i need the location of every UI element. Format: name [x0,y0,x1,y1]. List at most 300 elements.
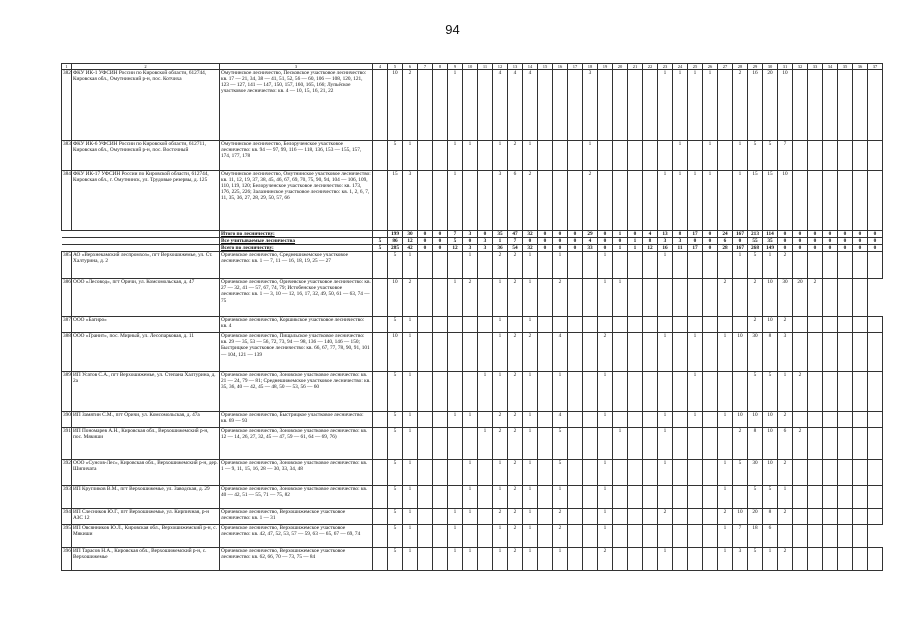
column-number-cell: 10 [463,64,478,70]
value-cell: 1 [553,548,568,571]
value-cell [703,509,718,525]
row-number: 395 [62,525,72,548]
total-value-cell: 4 [643,231,658,238]
value-cell: 2 [508,525,523,548]
value-cell [658,141,673,171]
value-cell: 2 [808,279,823,317]
column-number-cell: 29 [748,64,763,70]
value-cell: 10 [763,317,778,333]
value-cell [463,372,478,412]
total-value-cell: 0 [703,231,718,238]
value-cell: 30 [778,279,793,317]
value-cell [628,333,643,372]
total-value-cell: 0 [553,231,568,238]
value-cell [373,279,388,317]
value-cell: 1 [658,412,673,428]
value-cell: 2 [778,460,793,486]
value-cell [838,171,853,231]
value-cell [718,141,733,171]
value-cell: 1 [763,548,778,571]
value-cell: 1 [658,333,673,372]
total-value-cell: 0 [778,231,793,238]
value-cell [433,252,448,279]
value-cell: 2 [403,70,418,141]
value-cell [823,279,838,317]
value-cell [643,70,658,141]
value-cell [688,279,703,317]
column-number-cell: 35 [838,64,853,70]
value-cell [688,509,703,525]
value-cell [418,548,433,571]
total-value-cell: 24 [718,231,733,238]
value-cell: 2 [493,428,508,460]
value-cell: 16 [748,70,763,141]
value-cell [718,70,733,141]
value-cell [583,509,598,525]
value-cell [478,252,493,279]
value-cell [433,525,448,548]
total-value-cell [373,231,388,238]
value-cell: 5 [763,372,778,412]
total-value-cell: 0 [733,238,748,245]
value-cell: 1 [523,548,538,571]
value-cell [418,317,433,333]
total-value-cell: 0 [433,231,448,238]
total-value-cell: 28 [718,245,733,252]
value-cell [643,509,658,525]
location-cell: Оричевское лесничество, Пищальское участковое лесничество: кв. 29 — 35, 53 — 56, 72, 73, 94 — 98, 136 — 140, 146 — 150; Быстрицкое участковое лесничество: кв. 66, 67, 77, 78, 90, 91, 101 — 104, 121 — 139 [220,333,373,372]
value-cell [583,428,598,460]
value-cell [643,279,658,317]
value-cell [823,460,838,486]
row-number: 387 [62,317,72,333]
value-cell [673,486,688,509]
value-cell [478,509,493,525]
value-cell: 1 [463,509,478,525]
column-number-cell: 37 [868,64,883,70]
total-value-cell: 32 [523,231,538,238]
value-cell [703,428,718,460]
value-cell: 1 [583,141,598,171]
value-cell [808,141,823,171]
location-cell: Оричевское лесничество, Верхошижемское участковое лесничество: кв. 1 — 31 [220,509,373,525]
value-cell: 1 [673,70,688,141]
value-cell: 20 [748,509,763,525]
column-number-cell: 22 [643,64,658,70]
total-value-cell: 0 [778,245,793,252]
value-cell: 5 [388,252,403,279]
column-number-cell: 19 [598,64,613,70]
total-value-cell: 0 [418,245,433,252]
row-number: 383 [62,141,72,171]
value-cell [598,428,613,460]
value-cell: 1 [463,412,478,428]
value-cell [478,525,493,548]
value-cell: 2 [508,412,523,428]
value-cell [463,525,478,548]
value-cell: 1 [403,509,418,525]
row-number: 391 [62,428,72,460]
row-number: 386 [62,279,72,317]
value-cell [838,317,853,333]
value-cell [628,428,643,460]
value-cell: 1 [703,141,718,171]
value-cell: 1 [658,548,673,571]
value-cell [478,486,493,509]
value-cell: 2 [718,279,733,317]
value-cell [643,252,658,279]
value-cell [583,372,598,412]
row-number: 388 [62,333,72,372]
value-cell [448,428,463,460]
total-value-cell: 8 [643,238,658,245]
value-cell: 2 [508,428,523,460]
value-cell [433,428,448,460]
value-cell [808,171,823,231]
value-cell [433,333,448,372]
value-cell [718,252,733,279]
value-cell [853,252,868,279]
value-cell [808,460,823,486]
value-cell [733,279,748,317]
value-cell [703,317,718,333]
value-cell [823,252,838,279]
value-cell [418,141,433,171]
value-cell [613,252,628,279]
total-value-cell: 17 [688,245,703,252]
value-cell: 1 [448,141,463,171]
value-cell: 1 [403,317,418,333]
value-cell: 2 [493,509,508,525]
total-value-cell: 0 [838,231,853,238]
total-value-cell: 0 [538,238,553,245]
organization-cell: ФКУ ИК-1 УФСИН России по Кировской области, 612744, Кировская обл., Омутнинский р-н, пос. Котчиха [72,70,220,141]
value-cell: 1 [688,333,703,372]
value-cell [613,412,628,428]
value-cell [703,412,718,428]
value-cell [538,252,553,279]
value-cell [793,333,808,372]
value-cell [478,279,493,317]
value-cell [628,525,643,548]
value-cell [793,70,808,141]
value-cell: 1 [403,372,418,412]
value-cell [538,171,553,231]
total-value-cell: 285 [388,245,403,252]
total-value-cell: 0 [808,238,823,245]
total-value-cell: 13 [658,231,673,238]
value-cell [838,548,853,571]
value-cell [868,412,883,428]
column-number-cell: 7 [418,64,433,70]
value-cell: 5 [388,548,403,571]
blank-cell [72,231,220,238]
value-cell [793,317,808,333]
value-cell: 15 [763,171,778,231]
value-cell [628,548,643,571]
total-value-cell: 35 [763,238,778,245]
column-number-cell: 13 [508,64,523,70]
value-cell [538,548,553,571]
value-cell [613,525,628,548]
value-cell: 1 [523,141,538,171]
value-cell [583,548,598,571]
value-cell: 2 [778,548,793,571]
value-cell [823,412,838,428]
value-cell [823,548,838,571]
total-value-cell: 0 [553,238,568,245]
organization-cell: АО «Верхнекамский леспромхоз», пгт Верхошижемье, ул. Ст. Халтурина, д. 2 [72,252,220,279]
value-cell [583,486,598,509]
column-number-cell: 28 [733,64,748,70]
value-cell [733,486,748,509]
value-cell: 1 [673,141,688,171]
total-value-cell: 0 [793,238,808,245]
value-cell [478,548,493,571]
value-cell [448,460,463,486]
value-cell: 1 [448,279,463,317]
location-cell: Оричевское лесничество, Верхошижемское участковое лесничество: кв. 42, 47, 52, 53, 57 — 59, 63 — 65, 67 — 69, 74 [220,525,373,548]
value-cell: 1 [673,171,688,231]
value-cell: 1 [688,372,703,412]
value-cell [853,70,868,141]
total-value-cell: 5 [448,238,463,245]
value-cell: 2 [508,460,523,486]
value-cell [808,70,823,141]
total-value-cell: 0 [838,238,853,245]
column-number-cell: 17 [568,64,583,70]
value-cell: 1 [403,252,418,279]
value-cell: 1 [523,460,538,486]
value-cell: 3 [733,548,748,571]
value-cell: 1 [493,317,508,333]
table-row [62,333,883,372]
value-cell: 10 [733,333,748,372]
total-value-cell: 0 [478,231,493,238]
value-cell: 1 [688,70,703,141]
value-cell [823,509,838,525]
value-cell [643,317,658,333]
total-value-cell: 30 [403,231,418,238]
table-row [62,428,883,460]
value-cell: 2 [463,279,478,317]
value-cell [808,548,823,571]
value-cell: 18 [748,525,763,548]
value-cell: 8 [763,509,778,525]
value-cell [688,525,703,548]
value-cell [538,412,553,428]
total-value-cell: 1 [613,231,628,238]
value-cell: 2 [778,252,793,279]
row-number: 385 [62,252,72,279]
value-cell: 1 [523,317,538,333]
total-value-cell: 0 [838,245,853,252]
value-cell [418,486,433,509]
total-value-cell: 213 [748,231,763,238]
value-cell: 2 [508,333,523,372]
value-cell: 2 [748,279,763,317]
total-value-cell: 3 [658,238,673,245]
value-cell [613,70,628,141]
row-number: 382 [62,70,72,141]
organization-cell: ООО «Гранит», пос. Мирный, ул. Лесопарковая, д. 11 [72,333,220,372]
value-cell [418,279,433,317]
value-cell [373,460,388,486]
value-cell [628,460,643,486]
value-cell [853,525,868,548]
value-cell [568,317,583,333]
value-cell: 10 [733,412,748,428]
value-cell: 5 [388,509,403,525]
value-cell: 1 [493,333,508,372]
value-cell: 10 [748,412,763,428]
organization-cell: ИП Слесников Ю.Г., пгт Верхошижемье, ул. Кирпичная, р-н АЗС 12 [72,509,220,525]
value-cell: 1 [733,171,748,231]
value-cell: 1 [688,412,703,428]
total-value-cell: 6 [718,238,733,245]
value-cell [838,486,853,509]
value-cell [703,333,718,372]
value-cell [673,412,688,428]
column-number-cell: 20 [613,64,628,70]
value-cell [538,279,553,317]
value-cell: 1 [598,460,613,486]
value-cell [418,252,433,279]
value-cell [478,70,493,141]
total-value-cell: 4 [583,238,598,245]
column-number-cell: 3 [220,64,373,70]
total-label: Итого по лесничеству: [220,231,373,238]
value-cell: 5 [763,486,778,509]
value-cell [373,70,388,141]
value-cell [673,525,688,548]
value-cell [373,509,388,525]
value-cell: 15 [388,171,403,231]
value-cell [658,372,673,412]
value-cell: 5 [733,460,748,486]
value-cell [868,333,883,372]
column-number-cell: 2 [72,64,220,70]
organization-cell: ИП Пономарев А.Н., Кировская обл., Верхошижемский р-н, пос. Мякиши [72,428,220,460]
value-cell: 1 [598,486,613,509]
value-cell [868,317,883,333]
total-value-cell: 0 [523,238,538,245]
value-cell [793,460,808,486]
value-cell: 1 [718,460,733,486]
value-cell: 1 [448,412,463,428]
value-cell [658,279,673,317]
value-cell [373,548,388,571]
value-cell: 10 [778,70,793,141]
total-value-cell: 0 [568,245,583,252]
value-cell [688,428,703,460]
location-cell: Оричевское лесничество, Зоновское участковое лесничество: кв. 1 — 9, 11, 15, 16, 28 — 30, 33, 34, 48 [220,460,373,486]
value-cell: 1 [733,141,748,171]
value-cell [478,317,493,333]
value-cell: 5 [388,428,403,460]
value-cell: 1 [658,460,673,486]
table-row [62,317,883,333]
value-cell [658,486,673,509]
value-cell: 1 [463,252,478,279]
value-cell [538,333,553,372]
value-cell [808,509,823,525]
column-number-cell: 14 [523,64,538,70]
value-cell: 2 [523,171,538,231]
total-value-cell: 167 [733,231,748,238]
value-cell: 4 [508,70,523,141]
value-cell [643,141,658,171]
value-cell [568,548,583,571]
value-cell: 1 [718,412,733,428]
column-number-cell: 24 [673,64,688,70]
total-value-cell: 3 [673,238,688,245]
location-cell: Оричевское лесничество, Зоновское участковое лесничество: кв. 12 — 14, 26, 27, 32, 45 — 47, 59 — 61, 64 — 69, 76) [220,428,373,460]
value-cell [838,141,853,171]
value-cell [718,372,733,412]
total-value-cell: 0 [598,238,613,245]
value-cell [628,171,643,231]
location-cell: Оричевское лесничество, Зоновское участковое лесничество: кв. 40 — 42, 51 — 55, 71 — 75, 82 [220,486,373,509]
value-cell [538,525,553,548]
value-cell [643,486,658,509]
value-cell [613,171,628,231]
value-cell [868,372,883,412]
value-cell [808,372,823,412]
column-number-cell: 36 [853,64,868,70]
value-cell: 1 [403,486,418,509]
value-cell: 10 [388,70,403,141]
value-cell [373,317,388,333]
value-cell: 1 [493,279,508,317]
total-value-cell: 36 [493,245,508,252]
value-cell: 1 [733,252,748,279]
value-cell: 6 [778,428,793,460]
value-cell [868,70,883,141]
column-number-cell: 18 [583,64,598,70]
value-cell: 5 [388,460,403,486]
value-cell [433,70,448,141]
total-value-cell: 0 [793,231,808,238]
total-value-cell: 47 [508,231,523,238]
value-cell [868,141,883,171]
total-value-cell: 12 [448,245,463,252]
total-value-cell: 0 [808,231,823,238]
total-value-cell: 12 [643,245,658,252]
value-cell [853,279,868,317]
table-row [62,171,883,231]
row-number: 384 [62,171,72,231]
total-value-cell: 0 [418,238,433,245]
value-cell [418,333,433,372]
value-cell: 2 [493,252,508,279]
value-cell [658,317,673,333]
value-cell [718,428,733,460]
value-cell: 1 [523,428,538,460]
value-cell: 1 [403,548,418,571]
value-cell: 3 [778,333,793,372]
value-cell [628,509,643,525]
value-cell: 10 [763,428,778,460]
value-cell [583,317,598,333]
total-value-cell: 5 [373,245,388,252]
row-number: 393 [62,486,72,509]
value-cell [478,141,493,171]
value-cell [598,141,613,171]
total-value-cell: 42 [403,245,418,252]
value-cell [463,333,478,372]
value-cell [538,428,553,460]
